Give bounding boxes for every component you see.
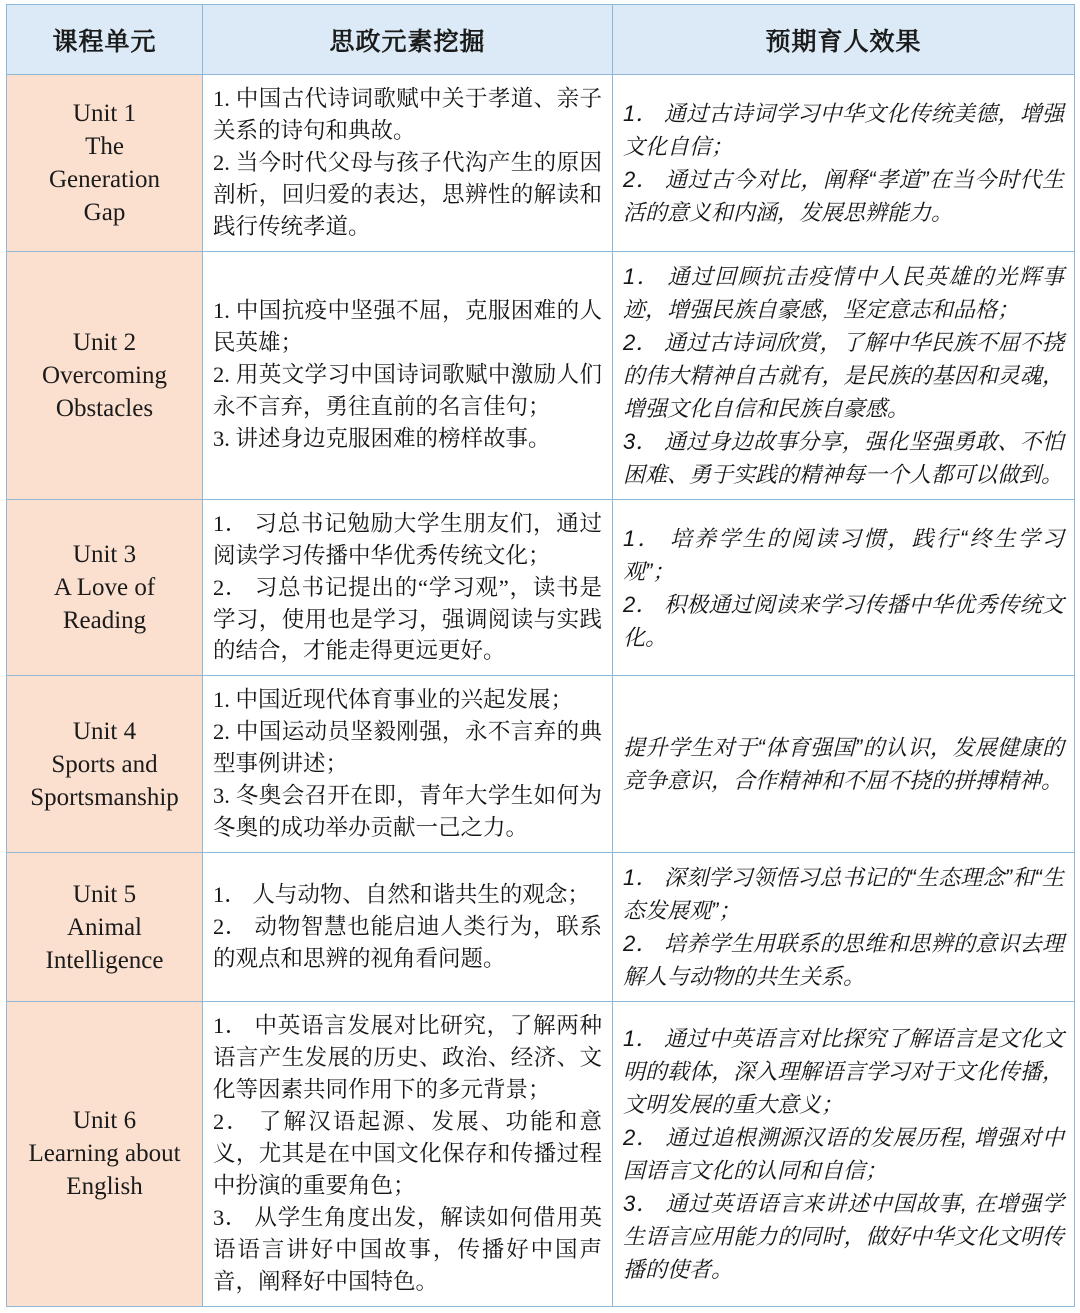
table-row	[7, 251, 1075, 499]
unit-line: Unit 3	[72, 541, 137, 569]
effects-item: 3． 通过身边故事分享，强化坚强勇敢、不怕困难、勇于实践的精神每一个人都可以做到。	[623, 428, 1064, 487]
unit-line: English	[66, 1173, 143, 1201]
elements-item: 3. 冬奥会召开在即，青年大学生如何为冬奥的成功举办贡献一己之力。	[213, 783, 602, 841]
effects-item: 2． 通过古诗词欣赏，了解中华民族不屈不挠的伟大精神自古就有，是民族的基因和灵魂，增强文化自信和民族自豪感。	[623, 329, 1064, 421]
unit-line: Gap	[83, 198, 126, 226]
unit-line: Obstacles	[55, 394, 154, 422]
elements-item: 1． 习总书记勉励大学生朋友们，通过阅读学习传播中华优秀传统文化；	[213, 510, 602, 568]
unit-line: Sportsmanship	[30, 783, 179, 811]
elements-cell	[203, 75, 613, 252]
elements-item: 2. 中国运动员坚毅刚强，永不言弃的典型事例讲述；	[213, 719, 602, 777]
effects-item: 3． 通过英语语言来讲述中国故事, 在增强学生语言应用能力的同时，做好中华文化文明传播的使者。	[623, 1190, 1064, 1282]
effects-item: 2． 通过古今对比，阐释“孝道”在当今时代生活的意义和内涵，发展思辨能力。	[623, 166, 1064, 225]
column-header-unit: 课程单元	[7, 5, 203, 75]
unit-cell	[7, 251, 203, 499]
effects-item: 1． 培养学生的阅读习惯，践行“终生学习观”；	[623, 525, 1064, 584]
unit-line: Unit 4	[72, 717, 137, 745]
unit-cell	[7, 75, 203, 252]
effects-item: 2． 积极通过阅读来学习传播中华优秀传统文化。	[623, 591, 1064, 650]
elements-item: 1. 中国近现代体育事业的兴起发展；	[213, 687, 574, 713]
unit-line: Overcoming	[42, 361, 167, 389]
table-header	[7, 5, 1075, 75]
elements-item: 1． 中英语言发展对比研究，了解两种语言产生发展的历史、政治、经济、文化等因素共同作用下的多元背景；	[213, 1013, 602, 1102]
unit-line: Animal	[67, 913, 142, 941]
column-header-elements: 思政元素挖掘	[203, 5, 613, 75]
effects-item: 提升学生对于“体育强国”的认识，发展健康的竞争意识，合作精神和不屈不挠的拼搏精神。	[623, 735, 1064, 794]
effects-item: 2． 通过追根溯源汉语的发展历程, 增强对中国语言文化的认同和自信；	[623, 1124, 1064, 1183]
elements-item: 3. 讲述身边克服困难的榜样故事。	[213, 426, 551, 452]
elements-item: 2． 动物智慧也能启迪人类行为，联系的观点和思辨的视角看问题。	[213, 914, 602, 972]
effects-cell	[613, 251, 1075, 499]
unit-line: Unit 6	[72, 1107, 137, 1135]
column-header-effects: 预期育人效果	[613, 5, 1075, 75]
effects-item: 1． 通过古诗词学习中华文化传统美德，增强文化自信；	[623, 100, 1064, 159]
unit-line: Sports and	[51, 750, 158, 778]
unit-line: Learning about	[28, 1140, 181, 1168]
elements-cell	[203, 676, 613, 853]
effects-item: 2． 培养学生用联系的思维和思辨的意识去理解人与动物的共生关系。	[623, 931, 1064, 990]
elements-item: 1. 中国古代诗词歌赋中关于孝道、亲子关系的诗句和典故。	[213, 86, 602, 143]
unit-line: Unit 2	[72, 328, 137, 356]
table-row	[7, 499, 1075, 676]
elements-item: 2. 当今时代父母与孩子代沟产生的原因剖析，回归爱的表达，思辨性的解读和践行传统孝道。	[213, 149, 602, 239]
unit-cell	[7, 676, 203, 853]
elements-cell	[203, 251, 613, 499]
effects-cell	[613, 1002, 1075, 1306]
elements-item: 2． 习总书记提出的“学习观”，读书是学习，使用也是学习，强调阅读与实践的结合，才能走得更远更好。	[213, 574, 602, 664]
unit-line: Unit 1	[72, 99, 137, 127]
table-row	[7, 853, 1075, 1002]
elements-item: 3． 从学生角度出发，解读如何借用英语语言讲好中国故事，传播好中国声音，阐释好中国特色。	[213, 1204, 602, 1294]
elements-item: 1． 人与动物、自然和谐共生的观念；	[213, 882, 590, 908]
unit-line: Reading	[62, 607, 147, 635]
effects-item: 1． 深刻学习领悟习总书记的“生态理念”和“生态发展观”；	[623, 865, 1064, 924]
unit-cell	[7, 853, 203, 1002]
elements-item: 2． 了解汉语起源、发展、功能和意义，尤其是在中国文化保存和传播过程中扮演的重要角色；	[213, 1108, 602, 1198]
effects-cell	[613, 75, 1075, 252]
unit-line: Unit 5	[72, 880, 137, 908]
elements-cell	[203, 853, 613, 1002]
unit-line: A Love of	[53, 574, 156, 602]
unit-cell	[7, 1002, 203, 1306]
effects-cell	[613, 499, 1075, 676]
table-header-row	[7, 5, 1075, 75]
elements-item: 1. 中国抗疫中坚强不屈，克服困难的人民英雄；	[213, 298, 602, 356]
elements-item: 2. 用英文学习中国诗词歌赋中激励人们永不言弃，勇往直前的名言佳句；	[213, 362, 602, 420]
effects-item: 1． 通过中英语言对比探究了解语言是文化文明的载体，深入理解语言学习对于文化传播，文明发展的重大意义；	[623, 1025, 1064, 1117]
effects-cell	[613, 853, 1075, 1002]
table-body	[7, 75, 1075, 1307]
unit-line: Intelligence	[45, 946, 164, 974]
unit-line: Generation	[48, 165, 161, 193]
table-row	[7, 1002, 1075, 1306]
elements-cell	[203, 499, 613, 676]
elements-cell	[203, 1002, 613, 1306]
table-row	[7, 75, 1075, 252]
effects-cell	[613, 676, 1075, 853]
unit-line: The	[85, 132, 124, 160]
curriculum-table	[6, 4, 1075, 1307]
table-row	[7, 676, 1075, 853]
unit-cell	[7, 499, 203, 676]
effects-item: 1． 通过回顾抗击疫情中人民英雄的光辉事迹，增强民族自豪感，坚定意志和品格；	[623, 263, 1064, 322]
